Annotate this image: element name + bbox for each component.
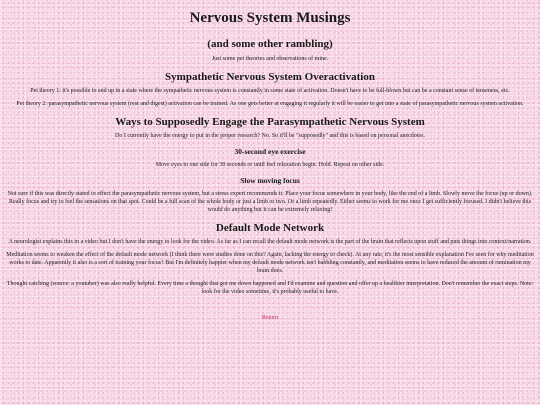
slow-moving-focus-paragraph: Not sure if this was directly stated to effect the parasympathetic nervous system, but a stress expert recommends it. Place your focus somewhere in your body, like the end of a limb. Slowly move the focus (up or down). Really focus and try to feel the sensations on that spot. Could be a full scan of the whole body or just a limb or two. Or a limb repeatedly. Either seems to work for me once I get sufficiently focused. I didn't believe this would do anything but it can be extremely relaxing! bbox=[7, 191, 533, 213]
pet-theory-1-paragraph: Pet theory 1: it's possible to end up in a state where the sympathetic nervous system is constantly in some state of activation. Doesn't have to be full-blown but can be a constant sense of tenseness, etc. bbox=[30, 88, 510, 94]
subheading-eye-exercise: 30-second eye exercise bbox=[234, 147, 306, 156]
page-title: Nervous System Musings bbox=[189, 10, 351, 26]
neurologist-paragraph: A neurologist explains this in a video but I don't have the energy to look for the video. As far as I can recall the default mode network is the part of the brain that reflects upon stuff and puts things into context/narration. bbox=[8, 239, 532, 245]
eye-exercise-paragraph: Move eyes to one side for 30 seconds or until feel relaxation begin. Hold. Repeat on other side. bbox=[155, 162, 385, 168]
section-heading-parasympathetic: Ways to Supposedly Engage the Parasympathetic Nervous System bbox=[115, 116, 425, 128]
page-subtitle: (and some other rambling) bbox=[207, 38, 333, 50]
intro-text: Just some pet theories and observations of mine. bbox=[211, 56, 329, 62]
section-heading-sympathetic: Sympathetic Nervous System Overactivation bbox=[165, 71, 375, 83]
meditation-paragraph: Meditation seems to weaken the effect of the default mode network (I think there were studies done on this? Again, lacking the energy to check). At any rate, it's the most sensible explanation I've seen for why meditation works to date. Apparently it also is a sort of training your focus? But I'm definitely happier when my default mode network isn't babbling constantly, and meditation seems to have reduced the amount of rumination my brain does. bbox=[6, 252, 534, 274]
return-link[interactable]: Return bbox=[261, 315, 279, 321]
thought-catching-paragraph: Thought catching (source: a youtuber) was also really helpful. Every time a thought that got me down happened and I'd examine and question and offer up a healthier interpretation. Don't remember the exact steps. Note: look for the video sometime, it's probably useful to have. bbox=[6, 281, 534, 295]
research-disclaimer-paragraph: Do I currently have the energy to put in the proper research? No. So it'll be "supposedly" and this is based on personal anecdotes. bbox=[115, 133, 425, 139]
section-heading-default-mode-network: Default Mode Network bbox=[215, 222, 325, 234]
subheading-slow-moving-focus: Slow moving focus bbox=[240, 176, 300, 185]
pet-theory-2-paragraph: Pet theory 2: parasympathetic nervous system (rest and digest) activation can be trained. As one gets better at engaging it regularly it will be easier to get into a state of parasympathetic nervous system activation. bbox=[16, 101, 524, 107]
